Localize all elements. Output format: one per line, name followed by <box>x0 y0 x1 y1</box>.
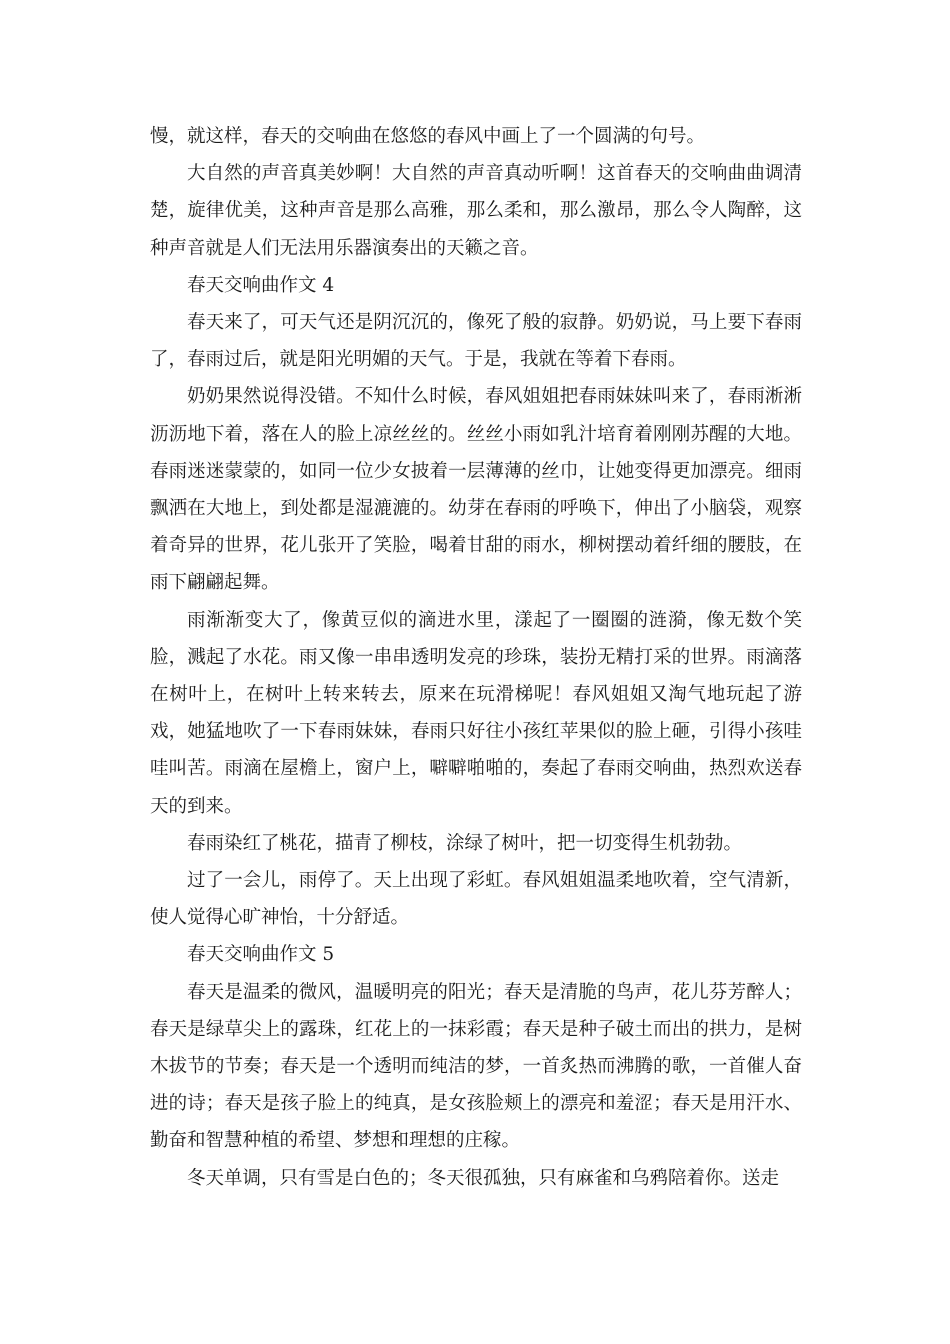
section-heading-4: 春天交响曲作文 4 <box>187 274 335 296</box>
paragraph: 奶奶果然说得没错。不知什么时候，春风姐姐把春雨妹妹叫来了，春雨淅淅沥沥地下着，落在人的脸上凉丝丝的。丝丝小雨如乳汁培育着刚刚苏醒的大地。春雨迷迷蒙蒙的，如同一位少女披着一层薄薄的丝巾，让她变得更加漂亮。细雨飘洒在大地上，到处都是湿漉漉的。幼芽在春雨的呼唤下，伸出了小脑袋，观察着奇异的世界，花儿张开了笑脸，喝着甘甜的雨水，柳树摆动着纤细的腰肢，在雨下翩翩起舞。 <box>150 386 802 594</box>
paragraph: 大自然的声音真美妙啊！大自然的声音真动听啊！这首春天的交响曲曲调清楚，旋律优美，这种声音是那么高雅，那么柔和，那么激昂，那么令人陶醉，这种声音就是人们无法用乐器演奏出的天籁之音。 <box>150 163 802 259</box>
section-heading-5: 春天交响曲作文 5 <box>187 944 335 966</box>
paragraph: 雨渐渐变大了，像黄豆似的滴进水里，漾起了一圈圈的涟漪，像无数个笑脸，溅起了水花。雨又像一串串透明发亮的珍珠，装扮无精打采的世界。雨滴落在树叶上，在树叶上转来转去，原来在玩滑梯呢！春风姐姐又淘气地玩起了游戏，她猛地吹了一下春雨妹妹，春雨只好往小孩红苹果似的脸上砸，引得小孩哇哇叫苦。雨滴在屋檐上，窗户上，噼噼啪啪的，奏起了春雨交响曲，热烈欢送春天的到来。 <box>150 609 802 817</box>
paragraph: 春天来了，可天气还是阴沉沉的，像死了般的寂静。奶奶说，马上要下春雨了，春雨过后，就是阳光明媚的天气。于是，我就在等着下春雨。 <box>150 312 802 371</box>
paragraph: 春天是温柔的微风，温暖明亮的阳光；春天是清脆的鸟声，花儿芬芳醉人；春天是绿草尖上的露珠，红花上的一抹彩霞；春天是种子破土而出的拱力，是树木拔节的节奏；春天是一个透明而纯洁的梦，一首炙热而沸腾的歌，一首催人奋进的诗；春天是孩子脸上的纯真，是女孩脸颊上的漂亮和羞涩；春天是用汗水、勤奋和智慧种植的希望、梦想和理想的庄稼。 <box>150 981 802 1152</box>
paragraph: 冬天单调，只有雪是白色的；冬天很孤独，只有麻雀和乌鸦陪着你。送走 <box>187 1167 780 1189</box>
paragraph: 过了一会儿，雨停了。天上出现了彩虹。春风姐姐温柔地吹着，空气清新，使人觉得心旷神怡，十分舒适。 <box>150 870 802 929</box>
paragraph-continuation: 慢，就这样，春天的交响曲在悠悠的春风中画上了一个圆满的句号。 <box>150 126 706 147</box>
paragraph: 春雨染红了桃花，描青了柳枝，涂绿了树叶，把一切变得生机勃勃。 <box>187 832 743 854</box>
document-page <box>150 118 802 1197</box>
